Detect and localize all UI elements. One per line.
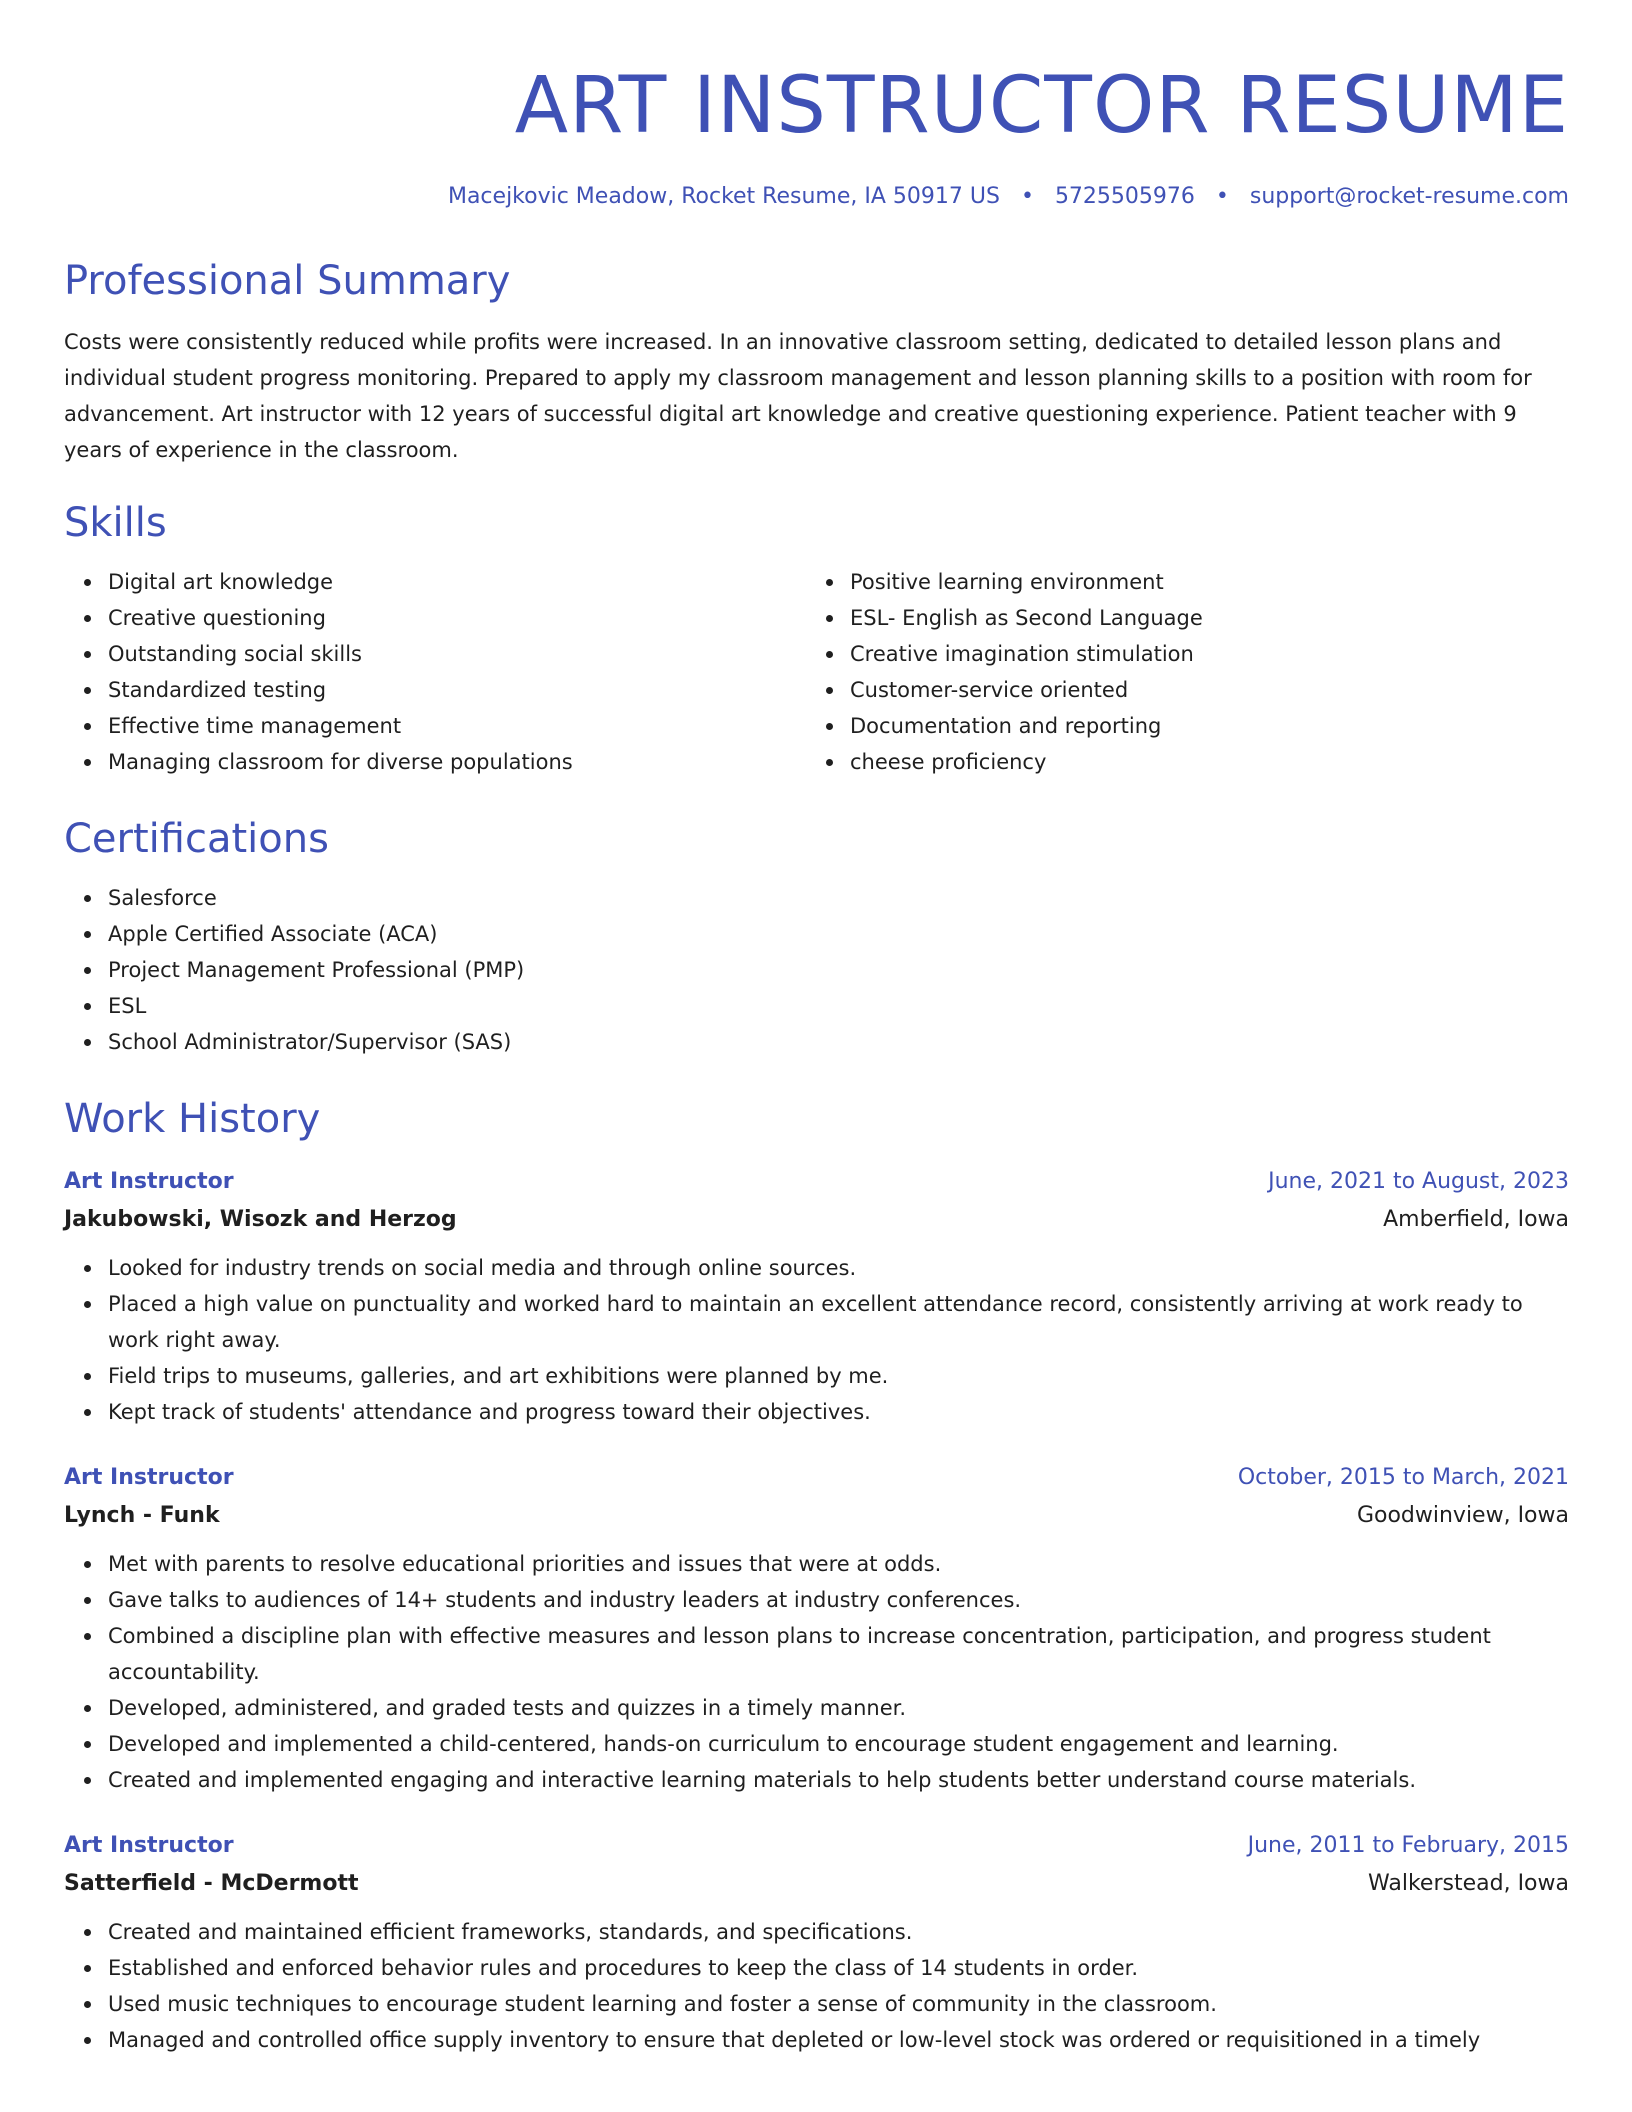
contact-email: support@rocket-resume.com <box>1249 184 1569 209</box>
skill-item: Positive learning environment <box>850 564 1548 600</box>
skill-item: Outstanding social skills <box>108 636 806 672</box>
summary-heading: Professional Summary <box>64 258 511 304</box>
job-duty: Combined a discipline plan with effective measures and lesson plans to increase concentration, participation, and progress student accountability. <box>108 1618 1569 1690</box>
job-header <box>64 1164 1569 1200</box>
job-dates: June, 2011 to February, 2015 <box>1247 1833 1569 1858</box>
job-location: Goodwinview, Iowa <box>1356 1503 1569 1528</box>
job-employer-row <box>64 1864 1569 1904</box>
skill-item: Effective time management <box>108 708 806 744</box>
certifications-section <box>64 814 1569 1060</box>
job-title: Art Instructor <box>64 1169 234 1194</box>
job-company: Lynch - Funk <box>64 1503 220 1528</box>
job-duty: Looked for industry trends on social media and through online sources. <box>108 1250 1569 1286</box>
job-duty: Used music techniques to encourage student learning and foster a sense of community in the classroom. <box>108 1986 1569 2022</box>
job-duty: Created and maintained efficient frameworks, standards, and specifications. <box>108 1914 1569 1950</box>
skills-heading: Skills <box>64 500 167 546</box>
skill-item: Standardized testing <box>108 672 806 708</box>
skill-item: Creative imagination stimulation <box>850 636 1548 672</box>
job-location: Walkerstead, Iowa <box>1368 1871 1569 1896</box>
job-duty: Gave talks to audiences of 14+ students and industry leaders at industry conferences. <box>108 1582 1569 1618</box>
contact-separator: • <box>1020 184 1034 209</box>
skills-section <box>64 498 1569 780</box>
job-employer-row <box>64 1200 1569 1240</box>
job-duties-list <box>64 1914 1569 2058</box>
work-history-heading: Work History <box>64 1096 321 1142</box>
certification-item: Apple Certified Associate (ACA) <box>108 916 1569 952</box>
work-history-section <box>64 1094 1569 2058</box>
skill-item: Documentation and reporting <box>850 708 1548 744</box>
job-duties-list <box>64 1250 1569 1430</box>
job-company: Satterfield - McDermott <box>64 1871 359 1896</box>
skill-item: cheese proficiency <box>850 744 1548 780</box>
contact-line <box>64 182 1569 212</box>
job-duty: Placed a high value on punctuality and worked hard to maintain an excellent attendance record, consistently arriving at work ready to work right away. <box>108 1286 1569 1358</box>
contact-separator: • <box>1215 184 1229 209</box>
certifications-list <box>64 880 1569 1060</box>
job-duties-list <box>64 1546 1569 1798</box>
skill-item: ESL- English as Second Language <box>850 600 1548 636</box>
job-header <box>64 1460 1569 1496</box>
summary-section <box>64 256 1569 468</box>
job-entry <box>64 1164 1569 1430</box>
job-header <box>64 1828 1569 1864</box>
job-duty: Established and enforced behavior rules and procedures to keep the class of 14 students in order. <box>108 1950 1569 1986</box>
skill-item: Creative questioning <box>108 600 806 636</box>
resume-page <box>64 0 1569 2058</box>
contact-phone: 5725505976 <box>1054 184 1195 209</box>
summary-text: Costs were consistently reduced while profits were increased. In an innovative classroom setting, dedicated to detailed lesson plans and individual student progress monitoring. Prepared to apply my classroom management and lesson planning skills to a position with room for advancement. Art instructor with 12 years of successful digital art knowledge and creative questioning experience. Patient teacher with 9 years of experience in the classroom. <box>64 330 1532 462</box>
job-duty: Met with parents to resolve educational priorities and issues that were at odds. <box>108 1546 1569 1582</box>
job-duty: Field trips to museums, galleries, and art exhibitions were planned by me. <box>108 1358 1569 1394</box>
skill-item: Digital art knowledge <box>108 564 806 600</box>
certification-item: Salesforce <box>108 880 1569 916</box>
skills-columns <box>64 564 1569 780</box>
job-entry <box>64 1828 1569 2058</box>
job-dates: June, 2021 to August, 2023 <box>1268 1169 1569 1194</box>
certification-item: ESL <box>108 988 1569 1024</box>
job-entry <box>64 1460 1569 1798</box>
contact-address: Macejkovic Meadow, Rocket Resume, IA 50917 US <box>447 184 1000 209</box>
job-duty: Created and implemented engaging and interactive learning materials to help students better understand course materials. <box>108 1762 1569 1798</box>
job-duty: Managed and controlled office supply inventory to ensure that depleted or low-level stock was ordered or requisitioned in a timely <box>108 2022 1569 2058</box>
job-duty: Developed, administered, and graded tests and quizzes in a timely manner. <box>108 1690 1569 1726</box>
resume-title: ART INSTRUCTOR RESUME <box>514 61 1569 151</box>
job-employer-row <box>64 1496 1569 1536</box>
job-dates: October, 2015 to March, 2021 <box>1237 1465 1569 1490</box>
skill-item: Managing classroom for diverse populations <box>108 744 806 780</box>
skills-list-left <box>64 564 806 780</box>
certification-item: School Administrator/Supervisor (SAS) <box>108 1024 1569 1060</box>
certifications-heading: Certifications <box>64 816 329 862</box>
skills-list-right <box>806 564 1548 780</box>
job-title: Art Instructor <box>64 1833 234 1858</box>
job-title: Art Instructor <box>64 1465 234 1490</box>
job-duty: Kept track of students' attendance and progress toward their objectives. <box>108 1394 1569 1430</box>
job-duty: Developed and implemented a child-centered, hands-on curriculum to encourage student engagement and learning. <box>108 1726 1569 1762</box>
skill-item: Customer-service oriented <box>850 672 1548 708</box>
job-location: Amberfield, Iowa <box>1383 1207 1569 1232</box>
job-company: Jakubowski, Wisozk and Herzog <box>64 1207 457 1232</box>
certification-item: Project Management Professional (PMP) <box>108 952 1569 988</box>
